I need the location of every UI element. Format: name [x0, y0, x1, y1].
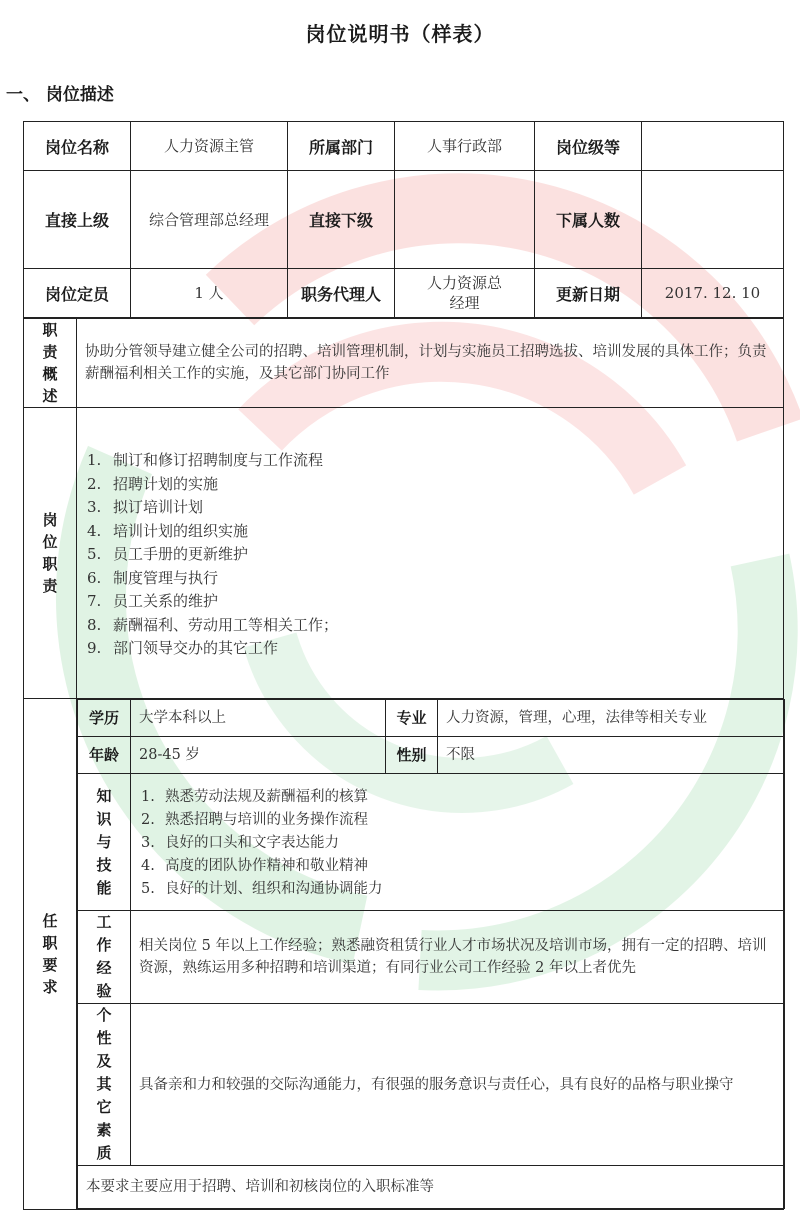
- duties-label: 岗位职责: [24, 408, 77, 699]
- summary-label: 职责概述: [24, 319, 77, 408]
- list-item-number: 5.: [87, 545, 102, 564]
- experience-text: 相关岗位 5 年以上工作经验；熟悉融资租赁行业人才市场状况及培训市场，拥有一定的招聘、培训资源，熟练运用多种招聘和培训渠道；有同行业公司工作经验 2 年以上者优先: [131, 911, 785, 1004]
- list-item: [87, 473, 783, 497]
- list-item-number: 2.: [141, 811, 155, 828]
- update-date-label: 更新日期: [535, 269, 642, 318]
- list-item-text: 培训计划的组织实施: [113, 521, 249, 540]
- subordinate-label: 直接下级: [288, 171, 395, 269]
- list-item-number: 9.: [87, 639, 102, 658]
- agent-label: 职务代理人: [288, 269, 395, 318]
- list-item-number: 2.: [87, 474, 102, 493]
- age-value: 28-45 岁: [131, 737, 386, 774]
- education-label: 学历: [78, 700, 131, 737]
- list-item: [87, 543, 783, 567]
- list-item-number: 6.: [87, 568, 102, 587]
- page-title: 岗位说明书（样表）: [305, 22, 495, 46]
- requirements-note: 本要求主要应用于招聘、培训和初核岗位的入职标准等: [78, 1166, 785, 1209]
- list-item-number: 8.: [87, 615, 102, 634]
- list-item-number: 1.: [87, 451, 102, 470]
- gender-label: 性别: [386, 737, 438, 774]
- list-item: [141, 855, 784, 878]
- dept-label: 所属部门: [288, 122, 395, 171]
- list-item-text: 良好的口头和文字表达能力: [165, 834, 339, 851]
- list-item-text: 高度的团队协作精神和敬业精神: [165, 857, 368, 874]
- position-name-value: 人力资源主管: [131, 122, 288, 171]
- major-value: 人力资源，管理，心理，法律等相关专业: [438, 700, 785, 737]
- list-item-number: 7.: [87, 592, 102, 611]
- subordinate-value: [395, 171, 535, 269]
- position-info-table: [23, 121, 784, 318]
- list-item: [141, 832, 784, 855]
- grade-label: 岗位级等: [535, 122, 642, 171]
- quota-value: 1 人: [131, 269, 288, 318]
- list-item-text: 制订和修订招聘制度与工作流程: [113, 451, 324, 470]
- headcount-value: [642, 171, 784, 269]
- duties-list: [77, 449, 783, 661]
- list-item-number: 3.: [141, 834, 155, 851]
- list-item: [87, 614, 783, 638]
- list-item: [87, 637, 783, 661]
- superior-value: 综合管理部总经理: [131, 171, 288, 269]
- list-item-number: 4.: [87, 521, 102, 540]
- major-label: 专业: [386, 700, 438, 737]
- dept-value: 人事行政部: [395, 122, 535, 171]
- list-item: [87, 496, 783, 520]
- list-item-number: 1.: [141, 788, 155, 805]
- list-item-text: 熟悉招聘与培训的业务操作流程: [165, 811, 368, 828]
- skills-label: 知识与技能: [78, 774, 131, 911]
- headcount-label: 下属人数: [535, 171, 642, 269]
- section-heading: 一、 岗位描述: [6, 85, 114, 105]
- list-item-number: 5.: [141, 880, 155, 897]
- requirements-cell: [77, 699, 784, 1210]
- list-item-text: 招聘计划的实施: [113, 474, 219, 493]
- requirements-label: 任职要求: [24, 699, 77, 1210]
- grade-value: [642, 122, 784, 171]
- agent-value: 人力资源总经理: [395, 269, 535, 318]
- list-item: [87, 590, 783, 614]
- duties-table: [23, 318, 784, 1210]
- skills-list: [131, 786, 784, 901]
- list-item-number: 3.: [87, 498, 102, 517]
- quota-label: 岗位定员: [24, 269, 131, 318]
- age-label: 年龄: [78, 737, 131, 774]
- position-name-label: 岗位名称: [24, 122, 131, 171]
- list-item: [141, 878, 784, 901]
- superior-label: 直接上级: [24, 171, 131, 269]
- list-item: [87, 520, 783, 544]
- update-date-value: 2017. 12. 10: [642, 269, 784, 318]
- list-item: [87, 449, 783, 473]
- list-item-number: 4.: [141, 857, 155, 874]
- list-item-text: 熟悉劳动法规及薪酬福利的核算: [165, 788, 368, 805]
- list-item: [141, 809, 784, 832]
- list-item: [141, 786, 784, 809]
- list-item-text: 制度管理与执行: [113, 568, 219, 587]
- education-value: 大学本科以上: [131, 700, 386, 737]
- experience-label: 工作经验: [78, 911, 131, 1004]
- summary-text: 协助分管领导建立健全公司的招聘、培训管理机制，计划与实施员工招聘选拔、培训发展的具体工作；负责薪酬福利相关工作的实施，及其它部门协同工作: [77, 319, 784, 408]
- list-item-text: 部门领导交办的其它工作: [113, 639, 279, 658]
- list-item-text: 员工手册的更新维护: [113, 545, 249, 564]
- requirements-table: [77, 699, 785, 1209]
- duties-cell: [77, 408, 784, 699]
- list-item-text: 员工关系的维护: [113, 592, 219, 611]
- list-item-text: 拟订培训计划: [113, 498, 204, 517]
- list-item: [87, 567, 783, 591]
- list-item-text: 良好的计划、组织和沟通协调能力: [165, 880, 383, 897]
- skills-cell: [131, 774, 785, 911]
- personality-label: 个性及其它素质: [78, 1004, 131, 1166]
- gender-value: 不限: [438, 737, 785, 774]
- personality-text: 具备亲和力和较强的交际沟通能力，有很强的服务意识与责任心，具有良好的品格与职业操守: [131, 1004, 785, 1166]
- list-item-text: 薪酬福利、劳动用工等相关工作；: [113, 615, 339, 634]
